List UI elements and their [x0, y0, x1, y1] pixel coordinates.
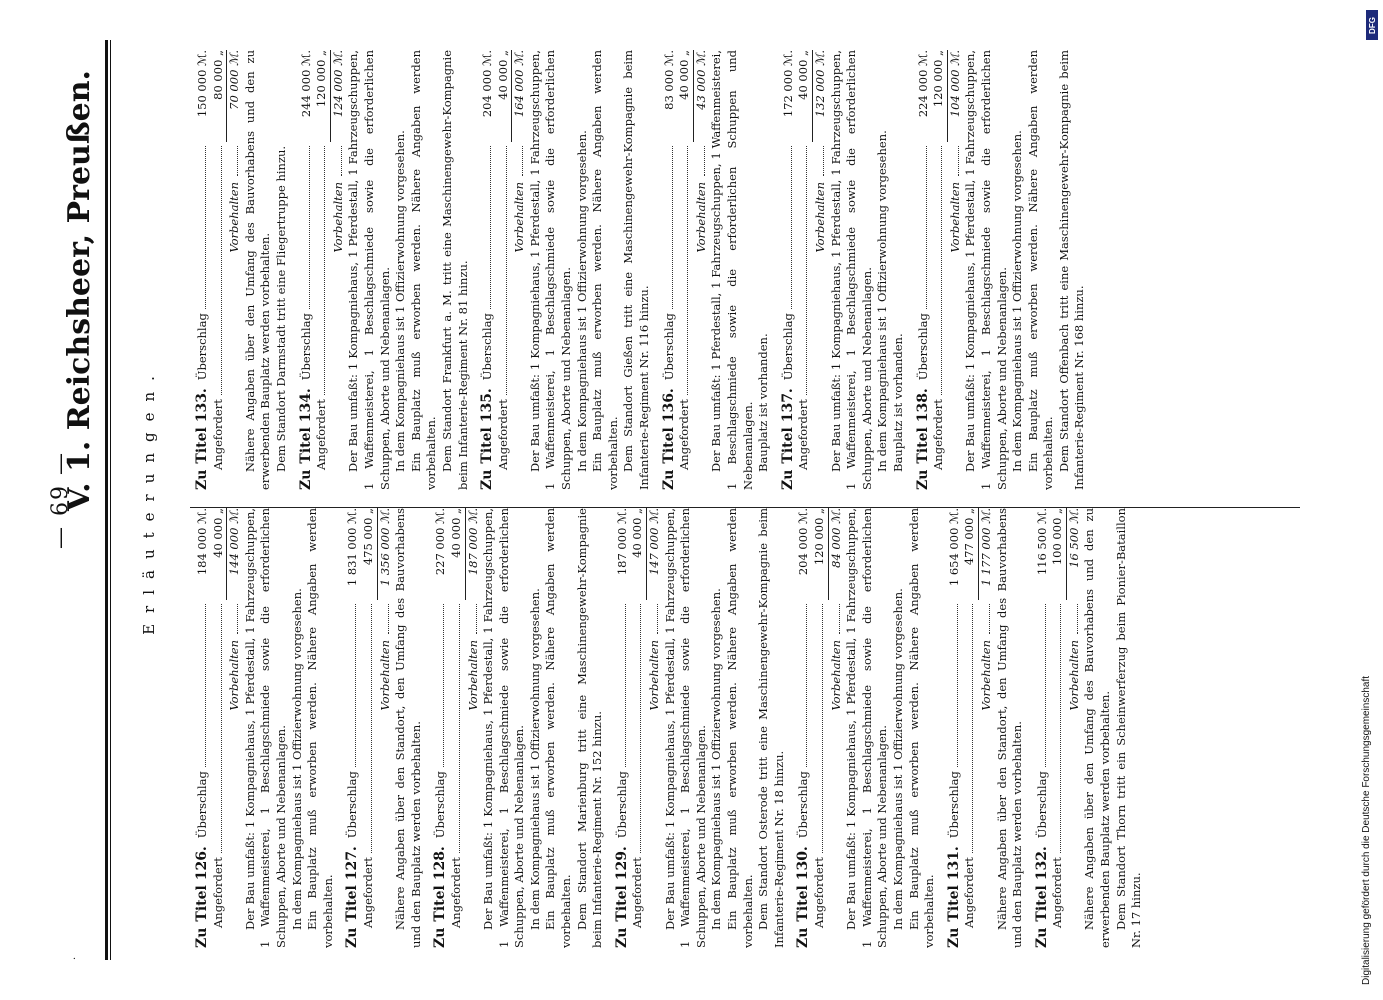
explanation-paragraph: Der Bau umfaßt: 1 Kompagniehaus, 1 Pferdestall, 1 Fahrzeugschuppen, 1 Waffenmeisterei, 1 Beschlagschmiede sowie die erforderlichen Schuppen, Aborte und Nebenanlagen. — [481, 508, 527, 948]
amount-value: 120 000 „ — [812, 508, 829, 600]
titel-number: Titel 127. — [344, 846, 361, 922]
dfg-badge-text: DFG — [1367, 16, 1377, 34]
titel-prefix: Zu — [914, 469, 931, 490]
dot-leader — [388, 604, 389, 634]
titel-number: Titel 138. — [914, 388, 931, 464]
titel-entry — [195, 508, 336, 948]
dot-leader — [823, 146, 824, 176]
header-rule-thin — [110, 40, 111, 960]
section-title: Erläuterungen. — [140, 365, 158, 635]
explanation-paragraph: In dem Kompagniehaus ist 1 Offizierwohnung vorgesehen. — [393, 130, 408, 472]
amount-line — [361, 508, 378, 948]
titel-number: Titel 132. — [1033, 846, 1050, 922]
amount-label: Angefordert — [495, 399, 510, 470]
vorbehalten-value: 1 177 000 ℳ. — [978, 508, 993, 587]
explanation-paragraph: In dem Kompagniehaus ist 1 Offizierwohnung vorgesehen. — [527, 588, 542, 930]
dot-leader — [221, 146, 222, 395]
dot-leader — [490, 146, 491, 309]
dot-leader — [1077, 604, 1078, 634]
amount-value: 40 000 „ — [449, 508, 466, 600]
dot-leader — [355, 604, 356, 767]
vorbehalten-label: Vorbehalten — [978, 640, 993, 711]
right-column — [195, 50, 1097, 490]
amount-label: Angefordert — [314, 399, 329, 470]
titel-entry — [345, 508, 424, 948]
titel-heading-line — [433, 508, 449, 948]
vorbehalten-line — [948, 50, 964, 490]
titel-entry — [480, 50, 653, 490]
amount-line — [211, 508, 228, 948]
vorbehalten-value: 144 000 ℳ. — [227, 508, 242, 576]
vorbehalten-line — [813, 50, 829, 490]
page-number: — 69 — — [48, 451, 73, 549]
vorbehalten-line — [979, 508, 995, 948]
dot-leader — [506, 146, 507, 395]
dot-leader — [221, 604, 222, 853]
dfg-logo — [1366, 10, 1378, 40]
dot-leader — [972, 604, 973, 853]
vorbehalten-line — [647, 508, 663, 948]
amount-line — [314, 50, 331, 490]
titel-prefix: Zu — [1033, 927, 1050, 948]
vorbehalten-value: 187 000 ℳ. — [465, 508, 480, 576]
dot-leader — [324, 146, 325, 395]
titel-prefix: Zu — [660, 469, 677, 490]
titel-number: Titel 136. — [660, 388, 677, 464]
amount-value: 80 000 „ — [211, 50, 228, 142]
vorbehalten-value: 104 000 ℳ. — [947, 50, 962, 118]
explanation-paragraph: Dem Standort Gießen tritt eine Maschinengewehr-Kompagnie beim Infanterie-Regiment Nr. 116 hinzu. — [621, 50, 652, 490]
vorbehalten-label: Vorbehalten — [465, 640, 480, 711]
amount-value: 475 000 „ — [361, 508, 378, 600]
amount-value: 40 000 „ — [496, 50, 513, 142]
amount-line — [962, 508, 979, 948]
dot-leader — [806, 604, 807, 767]
vorbehalten-label: Vorbehalten — [947, 182, 962, 253]
dot-leader — [1045, 604, 1046, 767]
titel-entry — [433, 508, 606, 948]
titel-heading-line — [781, 50, 797, 490]
amount-value: 116 500 ℳ. — [1034, 508, 1049, 576]
vorbehalten-value: 43 000 ℳ. — [693, 50, 708, 110]
amount-value: 40 000 „ — [630, 508, 647, 600]
vorbehalten-label: Vorbehalten — [693, 182, 708, 253]
explanation-paragraph: Dem Standort Darmstadt tritt eine Fliegertruppe hinzu. — [273, 145, 288, 472]
titel-heading-line — [345, 508, 361, 948]
explanation-paragraph: Der Bau umfaßt: 1 Kompagniehaus, 1 Pferdestall, 1 Fahrzeugschuppen, 1 Waffenmeisterei, 1 Beschlagschmiede sowie die erforderlichen Schuppen, Aborte und Nebenanlagen. — [527, 50, 574, 490]
titel-number: Titel 137. — [779, 388, 796, 464]
titel-number: Titel 128. — [432, 846, 449, 922]
amount-value: 150 000 ℳ. — [195, 50, 209, 118]
vorbehalten-line — [829, 508, 845, 948]
amount-value: 100 000 „ — [1050, 508, 1067, 600]
titel-entry — [947, 508, 1026, 948]
amount-label: Überschlag — [1034, 771, 1049, 839]
explanation-paragraph: Der Bau umfaßt: 1 Kompagniehaus, 1 Pferdestall, 1 Fahrzeugschuppen, 1 Waffenmeisterei, 1 Beschlagschmiede sowie die erforderlichen Schuppen, Aborte und Nebenanlagen. — [662, 508, 708, 948]
titel-entry — [796, 508, 937, 948]
amount-label: Überschlag — [946, 771, 961, 839]
explanation-paragraph: Der Bau umfaßt: 1 Pferdestall, 1 Fahrzeugschuppen, 1 Waffenmeisterei, 1 Beschlagschmiede sowie die erforderlichen Schuppen und Nebenanlagen. — [709, 50, 755, 490]
left-column — [195, 508, 1154, 948]
titel-number: Titel 134. — [297, 388, 314, 464]
explanation-paragraph: Der Bau umfaßt: 1 Kompagniehaus, 1 Pferdestall, 1 Fahrzeugschuppen, 1 Waffenmeisterei, 1 Beschlagschmiede sowie die erforderlichen Schuppen, Aborte und Nebenanlagen. — [242, 508, 288, 948]
amount-label: Überschlag — [915, 313, 930, 381]
running-title: V. 1. Reichsheer, Preußen. — [62, 70, 97, 511]
titel-entry — [615, 508, 788, 948]
amount-label: Angefordert — [677, 399, 692, 470]
amount-label: Überschlag — [298, 313, 313, 381]
explanation-paragraph: Der Bau umfaßt: 1 Kompagniehaus, 1 Pferdestall, 1 Fahrzeugschuppen, 1 Waffenmeisterei, 1 Beschlagschmiede sowie die erforderlichen Schuppen, Aborte und Nebenanlagen. — [963, 50, 1009, 490]
explanation-paragraph: In dem Kompagniehaus ist 1 Offizierwohnung vorgesehen. — [1010, 130, 1025, 472]
explanation-paragraph: Nähere Angaben über den Umfang des Bauvorhabens und den zu erwerbenden Bauplatz werden vorbehalten. — [242, 50, 273, 490]
explanation-paragraph: In dem Kompagniehaus ist 1 Offizierwohnung vorgesehen. — [709, 588, 724, 930]
explanation-paragraph: Dem Standort Offenbach tritt eine Maschinengewehr-Kompagnie beim Infanterie-Regiment Nr. 168 hinzu. — [1056, 50, 1087, 490]
vorbehalten-line — [227, 508, 243, 948]
amount-label: Überschlag — [661, 313, 676, 381]
explanation-paragraph: Ein Bauplatz muß erworben werden. Nähere Angaben werden vorbehalten. — [590, 50, 620, 490]
titel-number: Titel 129. — [613, 846, 630, 922]
explanation-paragraph: Dem Standort Osterode tritt eine Maschinengewehr-Kompagnie beim Infanterie-Regiment Nr. 18 hinzu. — [756, 508, 786, 948]
explanation-paragraph: Nähere Angaben über den Standort, den Umfang des Bauvorhabens und den Bauplatz werden vorbehalten. — [994, 508, 1025, 948]
titel-entry — [781, 50, 907, 490]
amount-value: 1 654 000 ℳ. — [946, 508, 961, 587]
titel-prefix: Zu — [613, 927, 630, 948]
vorbehalten-label: Vorbehalten — [227, 182, 242, 253]
amount-value: 184 000 ℳ. — [195, 508, 209, 576]
dot-leader — [341, 146, 342, 176]
vorbehalten-value: 164 000 ℳ. — [512, 50, 527, 118]
amount-label: Überschlag — [780, 313, 795, 381]
vorbehalten-line — [331, 50, 347, 490]
amount-value: 244 000 ℳ. — [298, 50, 313, 118]
dot-leader — [941, 146, 942, 395]
dot-leader — [672, 146, 673, 309]
amount-line — [1050, 508, 1067, 948]
explanation-paragraph: Bauplatz ist vorhanden. — [890, 333, 905, 472]
vorbehalten-label: Vorbehalten — [227, 640, 242, 711]
amount-label: Angefordert — [210, 399, 225, 470]
vorbehalten-line — [1067, 508, 1083, 948]
amount-label: Angefordert — [630, 857, 645, 928]
amount-value: 224 000 ℳ. — [915, 50, 930, 118]
explanation-paragraph: Ein Bauplatz muß erworben werden. Nähere Angaben werden vorbehalten. — [543, 508, 574, 948]
amount-line — [812, 508, 829, 948]
dot-leader — [625, 604, 626, 767]
amount-label: Überschlag — [433, 771, 448, 839]
dot-leader — [657, 604, 658, 634]
amount-label: Überschlag — [614, 771, 629, 839]
vorbehalten-line — [378, 508, 394, 948]
explanation-paragraph: In dem Kompagniehaus ist 1 Offizierwohnung vorgesehen. — [289, 588, 304, 930]
amount-value: 227 000 ℳ. — [433, 508, 448, 576]
amount-label: Angefordert — [448, 857, 463, 928]
amount-line — [630, 508, 647, 948]
vorbehalten-value: 16 500 ℳ. — [1066, 508, 1081, 568]
vorbehalten-label: Vorbehalten — [330, 182, 345, 253]
column-divider — [190, 507, 1300, 508]
dot-leader — [822, 604, 823, 853]
explanation-paragraph: Nähere Angaben über den Standort, den Umfang des Bauvorhabens und den Bauplatz werden vorbehalten. — [393, 508, 423, 948]
dot-leader — [1060, 604, 1061, 853]
explanation-paragraph: Dem Standort Frankfurt a. M. tritt eine Maschinengewehr-Kompagnie beim Infanterie-Regiment Nr. 81 hinzu. — [439, 50, 470, 490]
titel-number: Titel 135. — [479, 388, 496, 464]
titel-heading-line — [662, 50, 678, 490]
titel-heading-line — [947, 508, 963, 948]
vorbehalten-value: 147 000 ℳ. — [647, 508, 662, 576]
amount-line — [931, 50, 948, 490]
titel-number: Titel 133. — [194, 388, 210, 464]
vorbehalten-label: Vorbehalten — [828, 640, 843, 711]
amount-value: 120 000 „ — [931, 50, 948, 142]
amount-value: 1 831 000 ℳ. — [345, 508, 360, 587]
titel-prefix: Zu — [297, 469, 314, 490]
titel-prefix: Zu — [344, 927, 361, 948]
titel-entry — [916, 50, 1089, 490]
amount-label: Angefordert — [210, 857, 225, 928]
titel-entry — [1035, 508, 1145, 948]
amount-label: Angefordert — [811, 857, 826, 928]
titel-prefix: Zu — [194, 469, 210, 490]
dot-leader — [476, 604, 477, 634]
amount-label: Angefordert — [796, 399, 811, 470]
explanation-paragraph: Der Bau umfaßt: 1 Kompagniehaus, 1 Pferdestall, 1 Fahrzeugschuppen, 1 Waffenmeisterei, 1 Beschlagschmiede sowie die erforderlichen Schuppen, Aborte und Nebenanlagen. — [346, 50, 392, 490]
amount-value: 187 000 ℳ. — [614, 508, 629, 576]
titel-heading-line — [299, 50, 315, 490]
titel-heading-line — [916, 50, 932, 490]
vorbehalten-value: 132 000 ℳ. — [812, 50, 827, 118]
vorbehalten-value: 84 000 ℳ. — [828, 508, 843, 568]
amount-line — [211, 50, 228, 490]
titel-entry — [299, 50, 472, 490]
vorbehalten-line — [512, 50, 528, 490]
amount-label: Überschlag — [195, 313, 209, 381]
explanation-paragraph: Ein Bauplatz muß erworben werden. Nähere Angaben werden vorbehalten. — [906, 508, 937, 948]
titel-prefix: Zu — [194, 927, 210, 948]
amount-line — [677, 50, 694, 490]
amount-value: 83 000 ℳ. — [661, 50, 676, 110]
amount-label: Überschlag — [796, 771, 811, 839]
vorbehalten-line — [466, 508, 482, 948]
dot-leader — [704, 146, 705, 176]
titel-heading-line — [195, 50, 211, 490]
dot-leader — [958, 146, 959, 176]
explanation-paragraph: Ein Bauplatz muß erworben werden. Nähere Angaben werden vorbehalten. — [725, 508, 755, 948]
titel-heading-line — [195, 508, 211, 948]
titel-number: Titel 131. — [945, 846, 962, 922]
titel-prefix: Zu — [779, 469, 796, 490]
digitization-credit: Digitalisierung gefördert durch die Deutsche Forschungsgemeinschaft — [1361, 675, 1372, 985]
vorbehalten-label: Vorbehalten — [812, 182, 827, 253]
dot-leader — [791, 146, 792, 309]
explanation-paragraph: In dem Kompagniehaus ist 1 Offizierwohnung vorgesehen. — [875, 130, 890, 472]
explanation-paragraph: Der Bau umfaßt: 1 Kompagniehaus, 1 Pferdestall, 1 Fahrzeugschuppen, 1 Waffenmeisterei, 1 Beschlagschmiede sowie die erforderlichen Schuppen, Aborte und Nebenanlagen. — [828, 50, 874, 490]
dot-leader — [237, 604, 238, 634]
amount-value: 40 000 „ — [211, 508, 228, 600]
titel-prefix: Zu — [795, 927, 812, 948]
dot-leader — [522, 146, 523, 176]
vorbehalten-label: Vorbehalten — [377, 640, 392, 711]
amount-label: Angefordert — [962, 857, 977, 928]
dot-leader — [459, 604, 460, 853]
header-rule-thick — [105, 40, 108, 960]
titel-heading-line — [615, 508, 631, 948]
explanation-paragraph: Ein Bauplatz muß erworben werden. Nähere Angaben werden vorbehalten. — [408, 50, 439, 490]
titel-number: Titel 126. — [194, 846, 210, 922]
explanation-paragraph: Nähere Angaben über den Umfang des Bauvorhabens und den zu erwerbenden Bauplatz werden vorbehalten. — [1082, 508, 1113, 948]
vorbehalten-label: Vorbehalten — [647, 640, 662, 711]
vorbehalten-value: 70 000 ℳ. — [227, 50, 242, 110]
explanation-paragraph: Der Bau umfaßt: 1 Kompagniehaus, 1 Pferdestall, 1 Fahrzeugschuppen, 1 Waffenmeisterei, 1 Beschlagschmiede sowie die erforderlichen Schuppen, Aborte und Nebenanlagen. — [844, 508, 890, 948]
explanation-paragraph: Dem Standort Marienburg tritt eine Maschinengewehr-Kompagnie beim Infanterie-Regiment Nr. 152 hinzu. — [574, 508, 605, 948]
dot-leader — [237, 146, 238, 176]
titel-prefix: Zu — [479, 469, 496, 490]
dot-leader — [205, 604, 206, 767]
titel-heading-line — [480, 50, 496, 490]
titel-number: Titel 130. — [795, 846, 812, 922]
titel-prefix: Zu — [432, 927, 449, 948]
vorbehalten-value: 1 356 000 ℳ. — [377, 508, 392, 587]
amount-label: Überschlag — [345, 771, 360, 839]
vorbehalten-line — [694, 50, 710, 490]
vorbehalten-line — [227, 50, 243, 490]
amount-value: 40 000 „ — [677, 50, 694, 142]
dot-leader — [989, 604, 990, 634]
dot-leader — [839, 604, 840, 634]
dot-leader — [957, 604, 958, 767]
titel-heading-line — [1035, 508, 1051, 948]
dot-leader — [806, 146, 807, 395]
amount-line — [496, 50, 513, 490]
amount-label: Überschlag — [480, 313, 495, 381]
vorbehalten-label: Vorbehalten — [1066, 640, 1081, 711]
amount-label: Überschlag — [195, 771, 209, 839]
amount-value: 172 000 ℳ. — [780, 50, 795, 118]
amount-value: 120 000 „ — [314, 50, 331, 142]
explanation-paragraph: Bauplatz ist vorhanden. — [756, 333, 771, 472]
amount-label: Angefordert — [360, 857, 375, 928]
dot-leader — [443, 604, 444, 767]
amount-value: 40 000 „ — [796, 50, 813, 142]
dot-leader — [926, 146, 927, 309]
explanation-paragraph: In dem Kompagniehaus ist 1 Offizierwohnung vorgesehen. — [574, 130, 589, 472]
explanation-paragraph: In dem Kompagniehaus ist 1 Offizierwohnung vorgesehen. — [890, 588, 905, 930]
dot-leader — [371, 604, 372, 853]
vorbehalten-value: 124 000 ℳ. — [330, 50, 345, 118]
dot-leader — [205, 146, 206, 309]
dot-leader — [640, 604, 641, 853]
explanation-paragraph: Ein Bauplatz muß erworben werden. Nähere Angaben werden vorbehalten. — [1025, 50, 1056, 490]
dot-leader — [687, 146, 688, 395]
amount-value: 204 000 ℳ. — [480, 50, 495, 118]
titel-prefix: Zu — [945, 927, 962, 948]
dot-leader — [309, 146, 310, 309]
amount-label: Angefordert — [931, 399, 946, 470]
margin-mark: · — [70, 956, 81, 960]
amount-value: 204 000 ℳ. — [796, 508, 811, 576]
amount-label: Angefordert — [1050, 857, 1065, 928]
amount-line — [449, 508, 466, 948]
titel-entry — [662, 50, 772, 490]
titel-heading-line — [796, 508, 812, 948]
explanation-paragraph: Dem Standort Thorn tritt ein Scheinwerferzug beim Pionier-Bataillon Nr. 17 hinzu. — [1113, 508, 1144, 948]
vorbehalten-label: Vorbehalten — [512, 182, 527, 253]
titel-entry — [195, 50, 290, 490]
explanation-paragraph: Ein Bauplatz muß erworben werden. Nähere Angaben werden vorbehalten. — [305, 508, 335, 948]
amount-line — [796, 50, 813, 490]
amount-value: 477 000 „ — [962, 508, 979, 600]
